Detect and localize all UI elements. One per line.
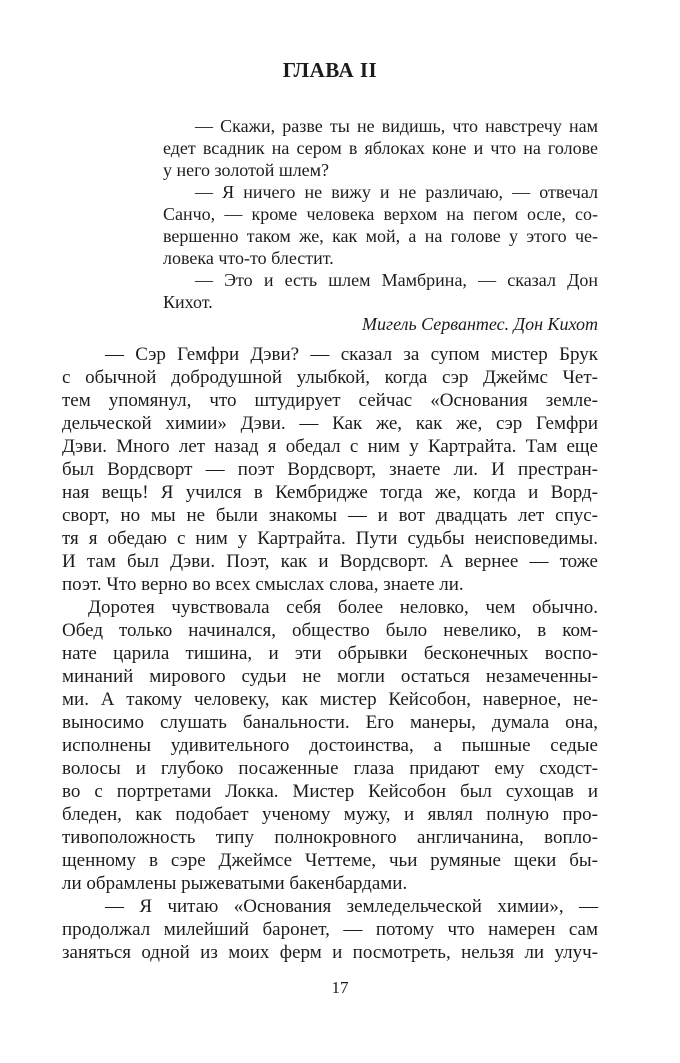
text-line: тивоположность типу полнокровного англичанина, вопло- bbox=[62, 827, 598, 848]
text-line: — Это и есть шлем Мамбрина, — сказал Дон bbox=[195, 270, 598, 290]
chapter-heading: ГЛАВА II bbox=[282, 58, 378, 82]
text-line: волосы и глубоко посаженные глаза придают ему сходст- bbox=[62, 758, 598, 779]
text-line: поэт. Что верно во всех смыслах слова, знаете ли. bbox=[62, 574, 464, 595]
text-line: во с портретами Локка. Мистер Кейсобон был сухощав и bbox=[62, 781, 598, 802]
epigraph bbox=[163, 115, 598, 335]
text-line: ли обрамлены рыжеватыми бакенбардами. bbox=[62, 873, 408, 894]
text-line: ми. А такому человеку, как мистер Кейсобон, наверное, не- bbox=[62, 689, 598, 710]
text-line: Кихот. bbox=[163, 292, 213, 312]
text-line: продолжал милейший баронет, — потому что намерен сам bbox=[62, 919, 598, 940]
text-line: Санчо, — кроме человека верхом на пегом осле, со- bbox=[163, 204, 598, 224]
text-line: был Вордсворт — поэт Вордсворт, знаете ли. И престран- bbox=[62, 459, 598, 480]
text-line: — Сэр Гемфри Дэви? — сказал за супом мистер Брук bbox=[105, 344, 598, 365]
text-line: исполнены удивительного достоинства, а пышные седые bbox=[62, 735, 598, 756]
text-line: — Я ничего не вижу и не различаю, — отвечал bbox=[195, 182, 598, 202]
text-line: — Скажи, разве ты не видишь, что навстречу нам bbox=[195, 116, 598, 136]
text-line: бледен, как подобает ученому мужу, и являл полную про- bbox=[62, 804, 598, 825]
text-line: нате царила тишина, и эти обрывки бесконечных воспо- bbox=[62, 643, 598, 664]
text-line: у него золотой шлем? bbox=[163, 160, 330, 180]
text-line: щенному в сэре Джеймсе Четтеме, чьи румяные щеки бы- bbox=[62, 850, 598, 871]
page-number: 17 bbox=[331, 978, 349, 997]
text-line: — Я читаю «Основания земледельческой химии», — bbox=[105, 896, 598, 917]
text-line: тя я обедаю с ним у Картрайта. Пути судьбы неисповедимы. bbox=[62, 528, 598, 549]
text-line: минаний мирового судьи не могли остаться незамеченны- bbox=[62, 666, 598, 687]
text-line: Доротея чувствовала себя более неловко, чем обычно. bbox=[88, 597, 598, 618]
text-line: тем упомянул, что штудирует сейчас «Основания земле- bbox=[62, 390, 598, 411]
text-line: заняться одной из моих ферм и посмотреть, нельзя ли улуч- bbox=[62, 942, 598, 963]
epigraph-paragraphs bbox=[163, 115, 598, 313]
text-line: ная вещь! Я учился в Кембридже тогда же, когда и Ворд- bbox=[62, 482, 598, 503]
text-line: ловека что-то блестит. bbox=[163, 248, 334, 268]
text-line: вершенно таком же, как мой, а на голове у этого че- bbox=[163, 226, 598, 246]
text-line: выносимо слушать банальности. Его манеры, думала она, bbox=[62, 712, 598, 733]
text-line: Обед только начинался, общество было невелико, в ком- bbox=[62, 620, 598, 641]
text-line: сворт, но мы не были знакомы — и вот двадцать лет спус- bbox=[62, 505, 598, 526]
text-line: с обычной добродушной улыбкой, когда сэр Джеймс Чет- bbox=[62, 367, 598, 388]
text-line: И там был Дэви. Поэт, как и Вордсворт. А вернее — тоже bbox=[62, 551, 598, 572]
body-text bbox=[62, 343, 598, 964]
text-line: едет всадник на сером в яблоках коне и что на голове bbox=[163, 138, 598, 158]
epigraph-attribution: Мигель Сервантес. Дон Кихот bbox=[362, 314, 598, 334]
text-line: дельческой химии» Дэви. — Как же, как же, сэр Гемфри bbox=[62, 413, 598, 434]
text-line: Дэви. Много лет назад я обедал с ним у Картрайта. Там еще bbox=[62, 436, 598, 457]
